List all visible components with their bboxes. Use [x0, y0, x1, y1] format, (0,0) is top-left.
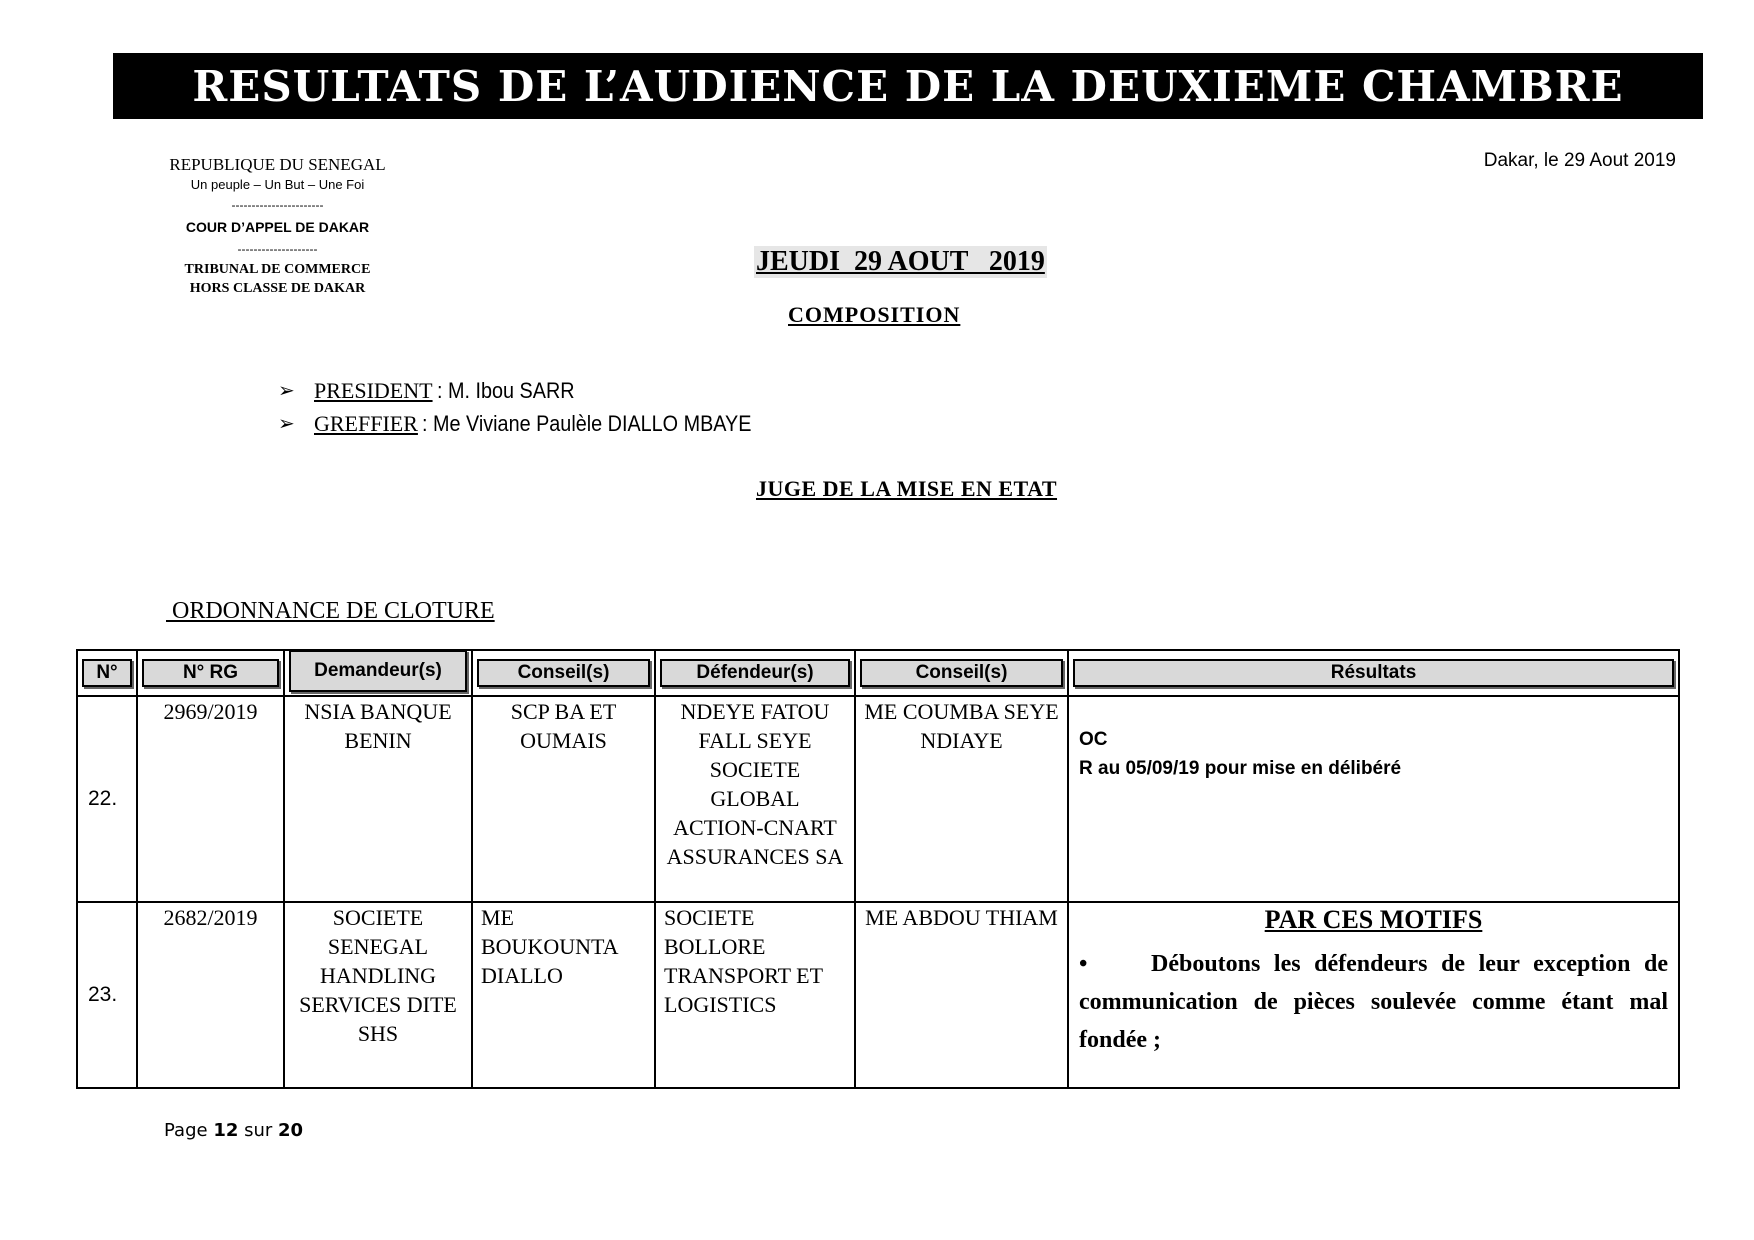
row-defendeur: SOCIETE BOLLORE TRANSPORT ET LOGISTICS — [655, 902, 855, 1088]
separator-line: ----------------------- — [231, 198, 324, 212]
row-resultats — [1068, 902, 1679, 1088]
row-number: 23. — [77, 902, 137, 1088]
page-number: Page 12 sur 20 — [164, 1120, 304, 1141]
column-header-rg: N° RG — [137, 650, 284, 696]
separator-line: -------------------- — [237, 242, 318, 256]
staff-role: GREFFIER — [314, 410, 418, 436]
row-demandeur: NSIA BANQUE BENIN — [284, 696, 472, 902]
row-number: 22. — [77, 696, 137, 902]
result-detail: R au 05/09/19 pour mise en délibéré — [1079, 758, 1402, 779]
juge-title: JUGE DE LA MISE EN ETAT — [756, 476, 1058, 501]
column-header-conseil-demandeur: Conseil(s) — [472, 650, 655, 696]
court-name: COUR D’APPEL DE DAKAR — [185, 219, 370, 235]
bullet-icon: • — [1079, 951, 1088, 977]
results-table — [76, 649, 1680, 1089]
institution-header — [130, 154, 425, 298]
staff-item-president — [278, 374, 788, 407]
row-rg: 2969/2019 — [137, 696, 284, 902]
row-defendeur: NDEYE FATOU FALL SEYE SOCIETE GLOBAL ACTION-CNART ASSURANCES SA — [655, 696, 855, 902]
staff-list — [278, 374, 788, 440]
result-code: OC — [1079, 729, 1108, 750]
result-heading: PAR CES MOTIFS — [1264, 905, 1483, 934]
row-conseil-defendeur: ME COUMBA SEYE NDIAYE — [855, 696, 1068, 902]
arrow-bullet-icon: ➢ — [278, 413, 295, 435]
column-header-conseil-defendeur: Conseil(s) — [855, 650, 1068, 696]
tribunal-name-line2: HORS CLASSE DE DAKAR — [189, 281, 366, 296]
session-date: JEUDI 29 AOUT 2019 — [756, 246, 1045, 277]
staff-item-greffier — [278, 407, 788, 440]
composition-title: COMPOSITION — [788, 302, 961, 327]
row-conseil-demandeur: ME BOUKOUNTA DIALLO — [472, 902, 655, 1088]
column-header-defendeur: Défendeur(s) — [655, 650, 855, 696]
row-conseil-demandeur: SCP BA ET OUMAIS — [472, 696, 655, 902]
row-rg: 2682/2019 — [137, 902, 284, 1088]
country-name: REPUBLIQUE DU SENEGAL — [169, 155, 386, 174]
result-decision-text: Déboutons les défendeurs de leur exception de communication de pièces soulevée comme étant mal fondée ; — [1079, 951, 1668, 1053]
staff-name: : Me Viviane Paulèle DIALLO MBAYE — [421, 410, 752, 436]
banner-title: RESULTATS DE L’AUDIENCE DE LA DEUXIEME CHAMBRE — [192, 61, 1624, 111]
row-demandeur: SOCIETE SENEGAL HANDLING SERVICES DITE SHS — [284, 902, 472, 1088]
staff-name: : M. Ibou SARR — [436, 377, 575, 403]
staff-role: PRESIDENT — [314, 377, 433, 403]
banner — [113, 53, 1703, 119]
arrow-bullet-icon: ➢ — [278, 380, 295, 402]
table-row — [77, 696, 1679, 902]
row-resultats — [1068, 696, 1679, 902]
column-header-number: N° — [77, 650, 137, 696]
table-row — [77, 902, 1679, 1088]
tribunal-name-line1: TRIBUNAL DE COMMERCE — [184, 262, 371, 277]
current-page: 12 — [213, 1120, 239, 1141]
country-motto: Un peuple – Un But – Une Foi — [190, 177, 365, 192]
result-decision — [1079, 945, 1668, 1059]
column-header-demandeur: Demandeur(s) — [284, 650, 472, 696]
document-date: Dakar, le 29 Aout 2019 — [1483, 150, 1676, 171]
section-title: ORDONNANCE DE CLOTURE — [166, 598, 495, 624]
table-header-row — [77, 650, 1679, 696]
row-conseil-defendeur: ME ABDOU THIAM — [855, 902, 1068, 1088]
column-header-resultats: Résultats — [1068, 650, 1679, 696]
total-pages: 20 — [278, 1120, 304, 1141]
